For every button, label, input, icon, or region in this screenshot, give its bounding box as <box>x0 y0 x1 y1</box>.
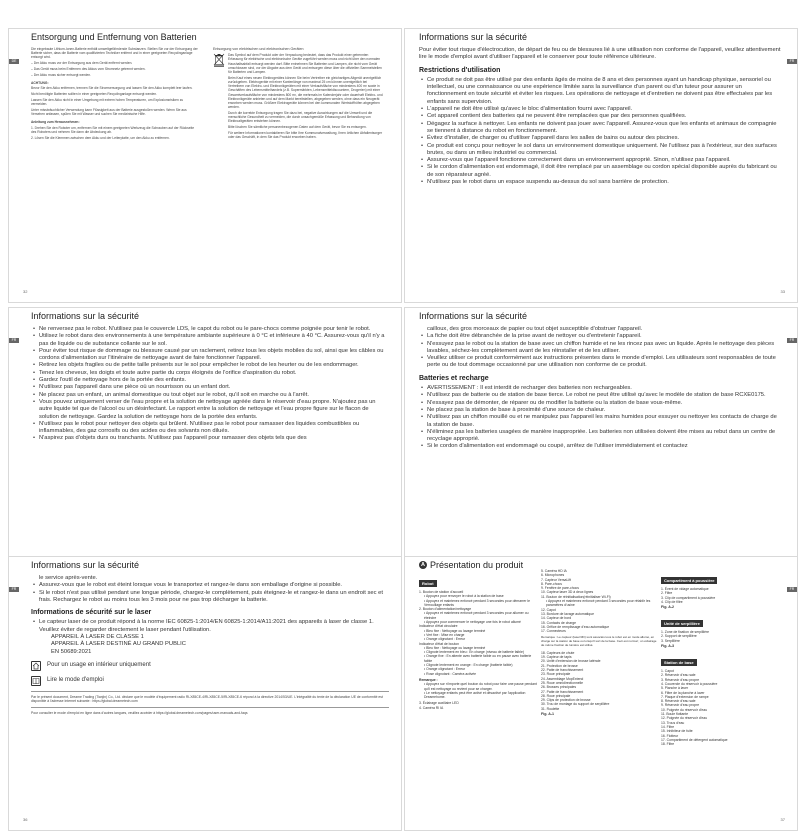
bullet-item: • Cet appareil contient des batteries qui ne peuvent être remplacées que par des personnes qualifiées. <box>419 113 781 120</box>
robot-part-item: 10. Capteur laser 3D à deux lignes <box>541 590 594 595</box>
declaration-footnote: Par le présent document, Dreame Trading (Tianjin) Co., Ltd. déclare que le modèle d'équipement radio RLX85CE-4/RLX85CE-5/RLX85CE-6 répond à la directive 2014/53/UE. L'intégralité du texte de la déclaration UE de conformité est disponible à l'adresse Internet suivante : https://global.dreametech.com <box>31 694 383 704</box>
fig-label: Fig. A-2 <box>661 605 675 610</box>
robot-item: • Bleu fixe : Nettoyage ou lavage terminé <box>424 645 486 650</box>
page-35 <box>404 307 798 582</box>
robot-part-item: 30. Trou de montage du support de serpillière <box>541 702 610 707</box>
laser-class-lines <box>31 634 389 656</box>
bullet-item: • Assurez-vous que l'appareil fonctionne correctement dans un environnement approprié. Sinon, n'utilisez pas l'appareil. <box>419 157 781 164</box>
page-34 <box>8 307 402 582</box>
bullet-item: • N'utilisez pas un chiffon mouillé ou et ne manipulez pas l'appareil les mains humides pour essuyer ou nettoyer les contacts de charge de la station de base. <box>419 414 781 429</box>
dustbin-item: 3. Clip de compartiment à poussière <box>661 595 716 600</box>
bullet-item: • N'essayez pas de démonter, de réparer ou de modifier la batterie ou la station de base vous-même. <box>419 400 781 407</box>
paragraph: Unter missbräuchlicher Verwendung kann Flüssigkeit aus der Batterie ausgestoßen werden. Wenn Sie aus Versehen anfassen, spülen Sie mit Wasser und suchen Sie medizinische Hilfe. <box>31 107 187 116</box>
bullet-item: • L'appareil ne doit être utilisé qu'avec le bloc d'alimentation fourni avec l'appareil. <box>419 106 781 113</box>
robot-part-item: 21. Protection de brosse <box>541 663 578 668</box>
laser-line: EN 50689:2021 <box>51 648 92 655</box>
mop-unit-item: 3. Serpillière <box>661 638 680 643</box>
base-station-item: 18. Filtre <box>661 742 675 747</box>
remarque-item: • Le nettoyage enfants peut être activé et désactivé par l'application Dreamehome. <box>424 690 526 700</box>
bullet-item: • Gardez l'outil de nettoyage hors de la portée des enfants. <box>31 377 389 384</box>
body <box>419 47 781 186</box>
robot-part-item: 26. Brosses principales <box>541 685 577 690</box>
robot-item: • Orange clignotant : Erreur <box>424 667 466 672</box>
body <box>31 326 389 443</box>
paragraph: Bitte löschen Sie sämtliche personenbezogenen Daten auf dem Gerät, bevor Sie es entsorgen. <box>228 124 367 129</box>
page-number: 32 <box>23 289 28 294</box>
base-station-item: 12. Poignée du réservoir d'eau <box>661 716 708 721</box>
robot-part-item: 12. Capot <box>541 607 556 612</box>
remarque-item: • Appuyez sur n'importe quel bouton du robot pour faire une pause pendant qu'il est nettoyage ou revient pour se charger. <box>424 682 537 691</box>
robot-part-item: 13. Bordure de lavage automatique <box>541 611 594 616</box>
dustbin-item: 2. Filtre <box>661 591 673 596</box>
read-manual-text: Lire le mode d'emploi <box>47 677 104 684</box>
crossed-bin-icon <box>213 53 225 140</box>
page-title: Informations sur la sécurité <box>419 32 528 42</box>
paragraph: 1. Drehen Sie den Roboter um, entfernen Sie mit einem geeigneten Werkzeug die Schrauben auf der Rückseite des Roboters und nehmen Sie dann die Abdeckung ab. <box>31 125 195 135</box>
bullet-item: • Utilisez le robot dans des environnements à une température ambiante supérieure à 0 °C et inférieure à 40 °C. Assurez-vous qu'il n'y a pas de liquide ou de substance collante sur le sol. <box>31 333 389 348</box>
page-title: Entsorgung und Entfernung von Batterien <box>31 32 197 42</box>
robot-parts-list-2 <box>541 651 657 711</box>
mid-remarque: Remarque : Le capteur (laser/3D) sont associés tous le robot est en mode allumé, en charge sur la station de base ou lorsqu'il sort de la base. Ceci est normal ; un éclairage de même fraction de lumière est utilisé. <box>541 635 657 648</box>
robot-item: • Appuyez et maintenez enfoncé pendant 3 secondes pour allumer ou éteindre <box>424 611 529 620</box>
paragraph: Für weitere Informationen kontaktieren Sie bitte Ihre Kommunalverwaltung, Ihren örtlichen Abfallentsorger oder das Geschäft, in dem Sie das Produkt erworben haben. <box>228 130 383 139</box>
bullet-item: • Veuillez utiliser ce produit conformément aux instructions présentes dans le monde d'emploi. Les utilisateurs sont responsables de toute perte ou de tout dommage occasionné par une utilisation non conforme de ce produit. <box>419 355 781 370</box>
robot-part-item: 25. Roue omnidirectionnelle <box>541 680 584 685</box>
bullet-item: • Ce produit est conçu pour nettoyer le sol dans un environnement domestique uniquement. Ne l'utilisez pas à l'extérieur, sur des surfaces brutes, ou dans un milieu industriel ou commercial. <box>419 143 781 158</box>
paragraph: Bevor Sie den Akku entfernen, trennen Sie die Stromversorgung und lassen Sie den Akku komplett leer laufen. <box>31 86 193 91</box>
laser-line: APPAREIL À LASER DE CLASSE 1 <box>51 634 144 641</box>
body <box>419 326 781 451</box>
section-heading: Batteries et recharge <box>419 374 489 382</box>
language-tab: FR <box>787 338 797 343</box>
base-station-item: 7. Plaque d'extension de rampe <box>661 694 709 699</box>
continued-text: cailloux, des gros morceaux de papier ou tout objet susceptible d'obstruer l'appareil. <box>427 326 643 332</box>
fig-label: Fig. A-3 <box>661 644 675 649</box>
language-tab: DE <box>9 59 19 64</box>
robot-part-item: 9. Fenêtre de pare-chocs <box>541 586 579 591</box>
robot-item: Indicateur d'état de bouton <box>419 641 460 646</box>
robot-part-item: • Appuyez et maintenez enfoncé pendant 3 secondes pour rétablir les paramètres d'usine <box>546 599 651 608</box>
robot-column <box>419 572 537 710</box>
right-column <box>213 47 383 141</box>
language-tab: FR <box>9 338 19 343</box>
bullet-list <box>31 326 389 443</box>
indoor-use-text: Pour un usage en intérieur uniquement <box>47 662 151 669</box>
divider <box>31 691 389 692</box>
base-station-item: 5. Planche à laver <box>661 686 689 691</box>
base-station-item: 2. Réservoir d'eau sale <box>661 673 696 678</box>
robot-item: 4. Caméra RI IA <box>419 705 444 710</box>
components-column <box>661 569 785 746</box>
page-36 <box>8 556 402 831</box>
bullet-item: • Ne placez pas la station de base à proximité d'une source de chaleur. <box>419 407 781 414</box>
bullet-item: • Ne placez pas un enfant, un animal domestique ou tout objet sur le robot, qu'il soit en marche ou à l'arrêt. <box>31 392 389 399</box>
paragraph: 2. Lösen Sie die Klemmen zwischen dem Akku und der Leiterplatte, um den Akku zu entfernen. <box>31 135 170 140</box>
robot-items <box>419 590 537 676</box>
remarque-items <box>419 682 537 699</box>
base-station-item: 16. Flotteur <box>661 733 679 738</box>
body <box>31 575 389 715</box>
robot-part-item: 19. Capteur de tapis <box>541 655 572 660</box>
weee-text <box>228 53 383 140</box>
page-title: Informations sur la sécurité <box>31 560 140 570</box>
language-tab: FR <box>787 59 797 64</box>
robot-part-item: 20. Unité d'extension de brosse latérale <box>541 659 601 664</box>
bullet-list <box>419 77 781 186</box>
robot-item: • Clignote lentement en bleu : En charge (niveau de batterie faible) <box>424 650 524 655</box>
dustbin-item: 4. Clip de filtre <box>661 599 683 604</box>
mop-unit-item: 2. Support de serpillière <box>661 634 697 639</box>
robot-tail-items <box>419 701 537 710</box>
left-column <box>31 47 199 141</box>
read-manual-row <box>31 676 389 686</box>
robot-item: • Rose clignotant : Caméra activée <box>424 671 477 676</box>
base-station-item: 9. Réservoir d'eau propre <box>661 703 700 708</box>
bullet-item: • N'utilisez pas l'appareil dans une pièce où un nourrisson ou un enfant dort. <box>31 384 389 391</box>
page-number: 37 <box>780 817 785 822</box>
base-station-item: 1. Capot <box>661 669 674 674</box>
paragraph: Durch die korrekte Entsorgung tragen Sie dazu bei, negative Auswirkungen auf die Umwelt und die menschliche Gesundheit zu vermeiden, die durch unsachgemäße Erfassung und Behandlung von Elektroaltgeräten entstehen können. <box>228 110 373 124</box>
bullet-item: • La fiche doit être débranchée de la prise avant de nettoyer ou d'entretenir l'appareil. <box>419 333 781 340</box>
robot-part-item: 11. Bouton de réinitialisation(réinitialiser Wi-Fi) <box>541 594 611 599</box>
robot-part-item: 28. Roue principale <box>541 693 571 698</box>
bullet-item: • Si le robot n'est pas utilisé pendant une longue période, chargez-le complètement, puis éteignez-le et rangez-le dans un endroit sec et frais. Rechargez le robot au moins tous les 3 mois pour ne pas trop décharger la batterie. <box>31 590 389 605</box>
page-32 <box>8 28 402 303</box>
robot-part-item: 23. Roue principale <box>541 672 571 677</box>
robot-item: • Bleu fixe : Nettoyage ou lavage terminé <box>424 628 486 633</box>
robot-part-item: 7. Capteur VersaLift <box>541 577 571 582</box>
achtung-heading: ACHTUNG: <box>31 80 49 85</box>
base-station-item: 6. Filtre de la planche à laver <box>661 690 705 695</box>
paragraph: Das Symbol auf dem Produkt oder der Verpackung bedeutet, dass das Produkt einer getrennten Erfassung für elektrische und elektronische Geräte zugeführt werden muss und nicht über den normalen Haushaltsabfall entsorgt werden darf. Bitte entnehmen Sie Batterien und Lampen, die nicht vom Gerät umschlossen sind, vor der Abgabe aus dem Gerät und entsorgen diese über die offiziellen Sammelstellen für Batterien und Lampen. <box>228 53 382 75</box>
robot-part-item: 24. Assemblage MopExtend <box>541 676 584 681</box>
robot-item: 3. Éclairage auxiliaire LED <box>419 701 459 706</box>
robot-part-item: 16. Orifice de remplissage d'eau automatique <box>541 624 610 629</box>
page-number: 33 <box>780 289 785 294</box>
continued-text: le service après-vente. <box>39 575 98 581</box>
bullet-item: • Ce produit ne doit pas être utilisé par des enfants âgés de moins de 8 ans et des personnes ayant un handicap physique, sensoriel ou intellectuel, ou une connaissance ou une expérience limitée sans la surveillance d'un parent ou d'un tuteur pour assurer un fonctionnement en toute sécurité et éviter les risques. Les opérations de nettoyage et d'entretien ne doivent pas être effectuées par les enfants sans supervision. <box>419 77 781 106</box>
bullet-item: • Retirez les objets fragiles ou de petite taille présents sur le sol pour empêcher le robot de les heurter ou de les endommager. <box>31 362 389 369</box>
remarque-block <box>419 678 537 699</box>
bullet-item: • AVERTISSEMENT : Il est interdit de recharger des batteries non rechargeables. <box>419 385 781 392</box>
page-title: Informations sur la sécurité <box>31 311 140 321</box>
page-number: 36 <box>23 817 28 822</box>
robot-part-item: 14. Capteur de bord <box>541 616 572 621</box>
robot-part-item: 27. Patte de franchissement <box>541 689 584 694</box>
language-tab: FR <box>787 587 797 592</box>
page-title: Informations sur la sécurité <box>419 311 528 321</box>
paragraph: – Das Gerät muss beim Entfernen des Akkus vom Stromnetz getrennt werden. <box>31 66 146 71</box>
intro-paragraph: Pour éviter tout risque d'électrocution, de départ de feu ou de blessures lié à une utilisation non conforme de l'appareil, veuillez attentivement lire le mode d'emploi avant d'utiliser l'appareil et le conserver pour toute référence ultérieure. <box>419 47 781 61</box>
paragraph: Lassen Sie den Akku nicht in einer Umgebung mit extrem hohen Temperaturen, um Explosionsrisiken zu vermeiden. <box>31 97 184 107</box>
page-33 <box>404 28 798 303</box>
paragraph: – Der Akku muss vor der Entsorgung aus dem Gerät entfernt werden. <box>31 61 133 66</box>
bullet-item: • N'essuyez pas le robot ou la station de base avec un chiffon humide et ne les rincez pas avec un liquide. Après le nettoyage des pièces lavables, séchez-les complètement avant de les réinstaller et de les utiliser. <box>419 341 781 356</box>
robot-item: • Appuyez pour renvoyer le robot à la station de base <box>424 594 504 599</box>
bullet-item: • N'utilisez pas le robot dans un espace suspendu au-dessus du sol sans barrière de protection. <box>419 179 781 186</box>
bullet-item: • N'utilisez pas le robot pour nettoyer des objets qui brûlent. N'utilisez pas le robot pour ramasser des liquides combustibles ou inflammables, des gaz corrosifs ou des acides ou des solvants non dilués. <box>31 421 389 436</box>
bullet-item: • N'utilisez pas de batterie ou de station de base tierce. Le robot ne peut être utilisé qu'avec le modèle de station de base RCXE0175. <box>419 392 781 399</box>
robot-item: 1. Bouton de station d'accueil <box>419 590 464 594</box>
robot-item: Indicateur d'état circulaire <box>419 624 458 629</box>
house-icon <box>31 661 41 671</box>
base-station-item: 11. Boule flottante <box>661 712 689 717</box>
robot-part-item: 6. Microphones <box>541 573 565 578</box>
robot-item: • Clignote lentement en orange : En charge (batterie faible) <box>424 663 513 668</box>
robot-item: • Appuyez pour commencer le nettoyage une fois le robot allumé <box>424 620 521 625</box>
paragraph: Nicht benötigte Batterien sollten in einer geeigneten Recyclinganlage entsorgt werden. <box>31 92 158 97</box>
base-station-label: Station de base <box>661 659 697 666</box>
mop-unit-items <box>661 630 785 643</box>
paragraph: Beim Kauf eines neuen Elektrogerätes können Sie beim Vertreiber ein gleichartiges Altgerät unentgeltlich zurückgeben. Elektrogeräte mit einer Kantenlänge von maximal 25 cm können unentgeltlich bei Vertreibern von Elektro- und Elektronikgeräten mit einer Verkaufsfläche von mindestens 400 m² sowie in Geschäften des Lebensmittelhandels (z.B. Supermärkten, Lebensmitteldiscountern, Drogerien) mit einer Gesamtverkaufsfläche von mindestens 800 m², die mehrmals im Kalenderjahr oder dauerhaft Elektro- und Elektronikgeräte anbieten und auf dem Markt bereitstellen, abgegeben werden, ohne dass ein Neugerät erworben werden muss. Größere Elektrogeräte können bei den kommunalen Wertstoffhöfen abgegeben werden. <box>228 75 383 110</box>
bullet-item: • Assurez-vous que le robot est éteint lorsque vous le transportez et rangez-le dans son emballage d'origine si possible. <box>31 582 389 589</box>
robot-part-item: 22. Patte de franchissement <box>541 668 584 673</box>
online-manual-footnote: Pour consulter le mode d'emploi en ligne dans d'autres langues, veuillez accéder à https://global.dreametech.com/pages/user-manuals-and-faqs <box>31 710 248 715</box>
weee-heading: Entsorgung von elektrischen und elektronischen Geräten <box>213 47 304 51</box>
remarque-label: Remarque : <box>419 677 438 682</box>
robot-item: 2. Bouton d'alimentation/nettoyage <box>419 607 472 612</box>
robot-label: Robot <box>419 580 437 587</box>
indoor-use-row <box>31 661 389 671</box>
bullet-item: • Si le cordon d'alimentation est endommagé, il doit être remplacé par un assemblage ou cordon spécial disponible auprès du fabricant ou de son réparateur agréé. <box>419 164 781 179</box>
base-station-item: 17. Compartiment de détergent automatique <box>661 737 728 742</box>
page-title-text: Présentation du produit <box>430 560 524 570</box>
bullet-item: • Si le cordon d'alimentation est endommagé ou coupé, arrêtez de l'utiliser immédiatement et contactez <box>419 443 781 450</box>
bullet-item: • N'éliminez pas les batteries usagées de manière inappropriée. Les batteries non utilisées doivent être mises au rebut dans un centre de recyclage approprié. <box>419 429 781 444</box>
bullet-item: • Évitez d'installer, de charger ou d'utiliser l'appareil dans les salles de bains ou autour des piscines. <box>419 135 781 142</box>
section-a-badge: A <box>419 561 427 569</box>
bullet-item: • N'aspirez pas d'objets durs ou tranchants. N'utilisez pas l'appareil pour ramasser des objets tels que des <box>31 435 389 442</box>
robot-item: • Appuyez et maintenez enfoncé pendant 3 secondes pour démarrer le Verrouillage enfants <box>424 598 530 607</box>
book-icon <box>31 676 41 686</box>
language-tab: FR <box>9 587 19 592</box>
robot-item: • Orange clignotant : Erreur <box>424 637 466 642</box>
base-station-item: 15. Inhibiteur de fuite <box>661 729 693 734</box>
dustbin-label: Compartiment à poussière <box>661 577 717 584</box>
base-station-item: 8. Réservoir d'eau sale <box>661 699 696 704</box>
bullet-item: • Pour éviter tout risque de dommage ou blessure causé par un raclement, retirez tous les objets mobiles du sol, ainsi que les câbles ou cordons d'alimentation sur l'itinéraire de nettoyage avant de faire fonctionner l'appareil. <box>31 348 389 363</box>
laser-bullet: • Le capteur laser de ce produit répond à la norme IEC 60825-1:2014/EN 60825-1:2014/A11:2021 des appareils à laser de classe 1. Veuillez éviter de regarder directement le laser pendant l'utilisation. <box>31 619 389 634</box>
section-heading: Restrictions d'utilisation <box>419 66 501 74</box>
base-station-item: 3. Réservoir d'eau propre <box>661 677 700 682</box>
bullet-item: • Tenez les cheveux, les doigts et toute autre partie du corps éloignés de l'orifice d'aspiration du robot. <box>31 370 389 377</box>
fig-label: Fig. A-1 <box>541 712 555 716</box>
robot-parts-list <box>541 569 657 633</box>
bullet-item: • Dégagez la surface à nettoyer. Les enfants ne doivent pas jouer avec l'appareil. Assurez-vous que les enfants et animaux de compagnie se tiennent à distance du robot en fonctionnement. <box>419 121 781 136</box>
anleitung-heading: Anleitung zum Herausnehmen: <box>31 120 80 125</box>
page-title <box>419 560 523 570</box>
base-station-item: 10. Poignée du réservoir d'eau <box>661 707 708 712</box>
robot-parts-column <box>541 569 657 719</box>
bullet-list <box>31 582 389 604</box>
mop-unit-item: 1. Zone de fixation de serpillière <box>661 630 710 635</box>
laser-line: APPAREIL À LASER DESTINÉ AU GRAND PUBLIC <box>51 641 186 648</box>
robot-part-item: 8. Pare-chocs <box>541 581 562 586</box>
base-station-item: 13. Trous d'eau <box>661 720 685 725</box>
divider <box>31 707 389 708</box>
bullet-item: • Vous pouvez uniquement verser de l'eau propre et la solution de nettoyage agréée dans le réservoir d'eau propre. N'ajoutez pas un autre liquide tel que de l'alcool ou un désinfectant. Le rapport entre la solution de nettoyage et l'eau propre figure sur le flacon de solution de nettoyage. Gardez la solution de nettoyage hors de la portée des enfants. <box>31 399 389 421</box>
dustbin-item: 1. Évent de vidage automatique <box>661 587 709 591</box>
mop-unit-label: Unité de serpillière <box>661 620 703 627</box>
paragraph: Die eingebaute Lithium-Ionen-Batterie enthält umweltgefährdende Substanzen. Stellen Sie vor der Entsorgung der Batterie sicher, dass die Batterie vom qualifizierten Techniker entfernt und in einer geeigneten Recyclinganlage entsorgt wird. <box>31 47 198 60</box>
bullet-item: • Ne renversez pas le robot. N'utilisez pas le couvercle LDS, le capot du robot ou le pare-chocs comme poignée pour tenir le robot. <box>31 326 389 333</box>
robot-part-item: 17. Connecteurs <box>541 629 566 634</box>
robot-part-item: 31. Roulette <box>541 706 560 711</box>
robot-part-item: 18. Capteurs de chute <box>541 650 575 655</box>
base-station-item: 14. Filtre <box>661 724 675 729</box>
robot-part-item: 29. Clips de protection de brosse <box>541 698 591 703</box>
robot-item: • Vert fixe : Mise en charge <box>424 632 465 637</box>
robot-part-item: 15. Contacts de charge <box>541 620 577 625</box>
robot-item: • Orange fixe : En attente avec batterie faible ou en pause avec batterie faible <box>424 654 532 663</box>
laser-heading: Informations de sécurité sur le laser <box>31 609 152 617</box>
battery-bullet-list <box>419 385 781 451</box>
robot-part-item: 5. Caméra HD IA <box>541 569 567 573</box>
base-station-item: 4. Couvercle du réservoir à poussière <box>661 681 718 686</box>
paragraph: – Der Akku muss sicher entsorgt werden. <box>31 72 92 77</box>
bullet-list <box>419 333 781 369</box>
dustbin-items <box>661 587 785 604</box>
page-37 <box>404 556 798 831</box>
base-station-items <box>661 669 785 746</box>
